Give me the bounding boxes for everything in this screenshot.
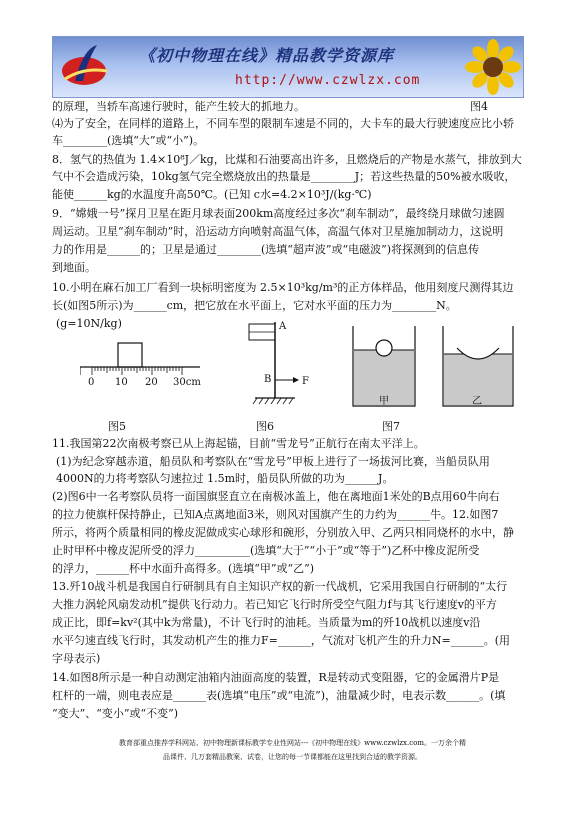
text-line: 4000N的力将考察队匀速拉过 1.5m时，船员队所做的功为______J。: [56, 472, 394, 485]
footer-line-2: 品课件、几万套精品教案、试卷，让您的每一节课都能在这里找到合适的教学资源。: [163, 753, 422, 761]
text-line: 气中不会造成污染，10kg氢气完全燃烧放出的热量是________J；若这些热量的50%被水吸收，: [52, 170, 516, 183]
text-line: 10.小明在麻石加工厂看到一块标明密度为 2.5×10³kg/m³的正方体样品，他用刻度尺测得其边: [52, 281, 514, 294]
footer-line-1: 教育部重点推荐学科网站、初中物理新课标教学专业性网站---《初中物理在线》www.czwlzx.com。一万余个精: [119, 739, 466, 747]
figure-7-beakers: [345, 318, 520, 413]
figure-5-caption: 图5: [108, 420, 126, 433]
text-line: (2)图6中一名考察队员将一面国旗竖直立在南极冰盖上，他在离地面1米处的B点用60牛向右: [52, 490, 500, 503]
fig4-label: 图4: [470, 100, 488, 113]
text-line: 14.如图8所示是一种自动测定油箱内油面高度的装置，R是转动式变阻器，它的金属滑片P是: [52, 671, 500, 684]
text-line: 止时甲杯中橡皮泥所受的浮力__________(选填“大于”“小于”或“等于”)乙杯中橡皮泥所受: [52, 544, 480, 557]
figure-7-caption: 图7: [382, 420, 400, 433]
figure-6-caption: 图6: [256, 420, 274, 433]
ruler-label-10: 10: [115, 377, 128, 388]
text-line: “变大”、“变小”或“不变”): [52, 707, 179, 720]
banner-url[interactable]: http://www.czwlzx.com: [235, 73, 421, 88]
text-line: 13.歼10战斗机是我国自行研制具有自主知识产权的新一代战机，它采用我国自行研制的“太行: [52, 580, 508, 593]
ruler-label-20: 20: [145, 377, 158, 388]
ruler-label-30cm: 30cm: [173, 377, 201, 388]
fig6-label-b: B: [264, 374, 272, 385]
text-line: 大推力涡轮风扇发动机”提供飞行动力。若已知它飞行时所受空气阻力f与其飞行速度v的平方: [52, 598, 497, 611]
text-line: 所示，将两个质量相同的橡皮泥做成实心球形和碗形，分别放入甲、乙两只相同烧杯的水中，静: [52, 526, 514, 539]
text-line: 能使______kg的水温度升高50℃。(已知 c水=4.2×10³J/(kg·℃): [52, 188, 372, 201]
text-line: 的拉力使旗杆保持静止，已知A点离地面3米，则风对国旗产生的力约为______牛。12.如图7: [52, 508, 499, 521]
text-line: 字母表示): [52, 652, 101, 665]
text-line: 长(如图5所示)为______cm，把它放在水平面上，它对水平面的压力为________N。: [52, 299, 457, 312]
fig7-label-jia: 甲: [379, 396, 389, 407]
ruler-label-0: 0: [88, 377, 95, 388]
text-line: 的原理，当轿车高速行驶时，能产生较大的抓地力。: [52, 100, 305, 113]
text-line: ⑷为了安全，在同样的道路上，不同车型的限制车速是不同的，大卡车的最大行驶速度应比小轿: [52, 117, 514, 130]
text-line: 车________(选填“大”或“小”)。: [52, 134, 205, 147]
text-line: 的浮力，______杯中水面升高得多。(选填“甲”或“乙”): [52, 562, 315, 575]
fig6-label-a: A: [279, 321, 287, 332]
text-line: 8．氢气的热值为 1.4×10⁸J／kg，比煤和石油要高出许多，且燃烧后的产物是水蒸气，排放到大: [52, 153, 522, 166]
text-line: 力的作用是______的；卫星是通过________(选填“超声波”或“电磁波”)将探测到的信息传: [52, 243, 480, 256]
text-line: 到地面。: [52, 261, 96, 274]
text-line: 周运动。卫星“刹车制动”时，沿运动方向喷射高温气体，高温气体对卫星施加制动力，这说明: [52, 225, 504, 238]
text-line: 11.我国第22次南极考察已从上海起锚，目前“雪龙号”正航行在南太平洋上。: [52, 437, 425, 450]
figure-6-flagpole: [235, 318, 315, 408]
fig6-label-f: F: [302, 376, 309, 387]
banner-title: 《初中物理在线》精品教学资源库: [139, 46, 395, 65]
site-logo-icon: [57, 41, 111, 93]
text-line: (g=10N/kg): [56, 317, 122, 330]
text-line: 成正比，即f=kv²(其中k为常量)，不计飞行时的油耗。当质量为m的歼10战机以速度v沿: [52, 616, 481, 629]
text-line: 水平匀速直线飞行时，其发动机产生的推力F=______，气流对飞机产生的升力N=______。(用: [52, 634, 510, 647]
sunflower-icon: [465, 39, 521, 95]
text-line: 9．“嫦娥一号”探月卫星在距月球表面200km高度经过多次“刹车制动”，最终绕月球做匀速圆: [52, 207, 505, 220]
fig7-label-yi: 乙: [472, 396, 482, 407]
header-banner: [52, 36, 524, 98]
text-line: (1)为纪念穿越赤道，船员队和考察队在“雪龙号”甲板上进行了一场拔河比赛，当船员队用: [56, 455, 490, 468]
text-line: 杠杆的一端，则电表应是______表(选填“电压”或“电流”)，油量减少时，电表示数______。(填: [52, 689, 506, 702]
